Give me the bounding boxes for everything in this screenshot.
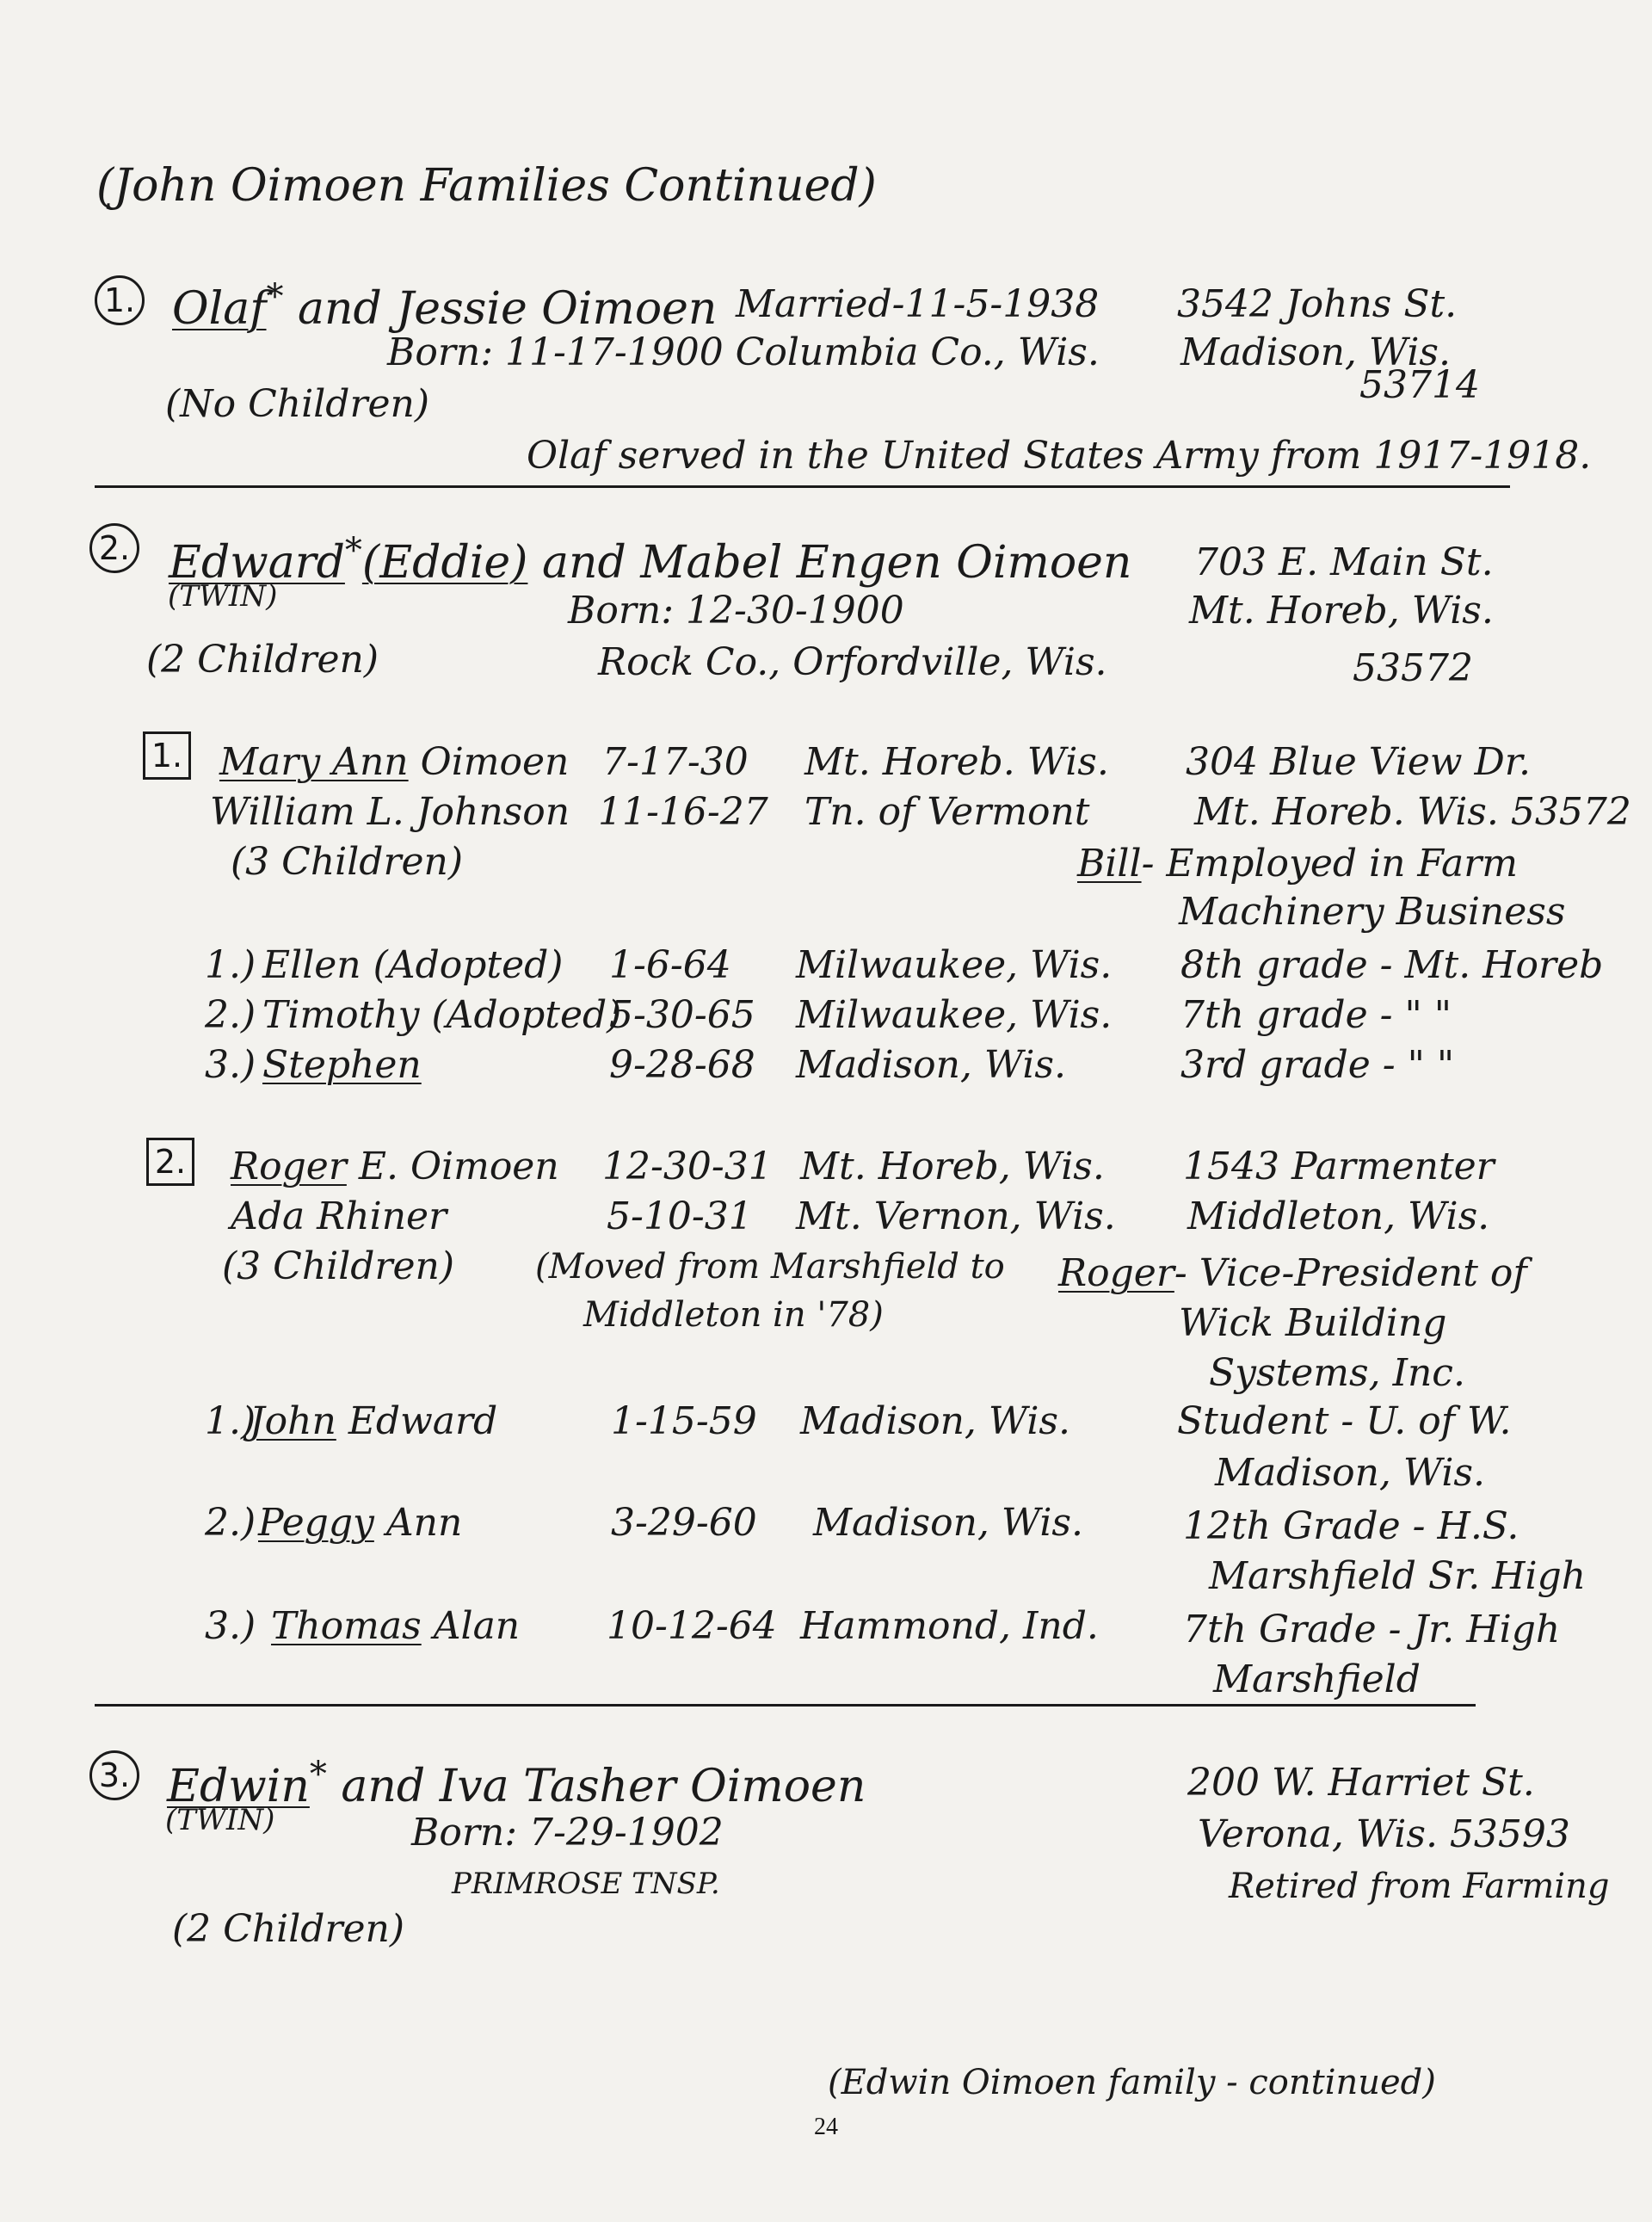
grandchild-2-1-info-line-1: Student - U. of W. — [1177, 1399, 1512, 1443]
section-2-address-line-3: 53572 — [1353, 646, 1473, 690]
child-1-occupation — [1077, 842, 1518, 886]
child-1-birthplace: Mt. Horeb. Wis. — [804, 740, 1109, 784]
child-2-occupation-line-1: - Vice-President of — [1174, 1251, 1527, 1295]
section-3-name-rest: and Iva Tasher Oimoen — [341, 1761, 866, 1812]
section-2-address-line-2: Mt. Horeb, Wis. — [1189, 589, 1494, 633]
section-number-3: 3. — [89, 1750, 139, 1800]
section-divider — [95, 1704, 1476, 1707]
child-2-surname: E. Oimoen — [358, 1145, 559, 1188]
child-number-box-2: 2. — [146, 1138, 194, 1186]
child-2-occupation — [1058, 1251, 1527, 1295]
child-2-spouse-birthplace: Mt. Vernon, Wis. — [796, 1194, 1116, 1238]
child-2-spouse: Ada Rhiner — [231, 1194, 447, 1238]
grandchild-2-3-number: 3.) — [205, 1604, 256, 1648]
child-2-address-line-2: Middleton, Wis. — [1187, 1194, 1490, 1238]
grandchild-2-2-name — [258, 1501, 463, 1545]
grandchild-2-2-info-line-2: Marshfield Sr. High — [1209, 1554, 1587, 1598]
child-2-moved-note-line-1: (Moved from Marshfield to — [535, 1247, 1005, 1287]
grandchild-1-1-birthdate: 1-6-64 — [609, 943, 731, 987]
section-1-couple — [172, 277, 718, 335]
grandchild-1-2-number: 2.) — [205, 993, 256, 1037]
child-1-name — [219, 740, 570, 784]
grandchild-1-2-birthplace: Milwaukee, Wis. — [796, 993, 1113, 1037]
continued-note: (Edwin Oimoen family - continued) — [828, 2063, 1436, 2102]
grandchild-2-2-number: 2.) — [205, 1501, 256, 1545]
section-3-born: Born: 7-29-1902 — [411, 1811, 724, 1855]
section-2-address-line-1: 703 E. Main St. — [1194, 540, 1494, 584]
child-2-birthdate: 12-30-31 — [602, 1145, 773, 1188]
section-3-children: (2 Children) — [172, 1907, 405, 1951]
grandchild-2-3-name — [271, 1604, 521, 1648]
grandchild-1-2-birthdate: 5-30-65 — [609, 993, 755, 1037]
child-1-address-line-2: Mt. Horeb. Wis. 53572 — [1194, 790, 1631, 834]
section-2-birthplace: Rock Co., Orfordville, Wis. — [598, 640, 1107, 684]
grandchild-1-3-birthplace: Madison, Wis. — [796, 1043, 1066, 1087]
grandchild-1-1-name: Ellen (Adopted) — [262, 943, 564, 987]
section-3-address-line-2: Verona, Wis. 53593 — [1198, 1812, 1570, 1856]
grandchild-2-2-middle-name: Ann — [385, 1501, 463, 1545]
child-2-occupation-line-3: Systems, Inc. — [1209, 1351, 1465, 1395]
grandchild-1-1-birthplace: Milwaukee, Wis. — [796, 943, 1113, 987]
child-1-spouse-birthdate: 11-16-27 — [598, 790, 768, 834]
section-3-address-line-3: Retired from Farming — [1229, 1867, 1610, 1906]
grandchild-2-1-birthdate: 1-15-59 — [611, 1399, 757, 1443]
section-1-address-line-3: 53714 — [1359, 363, 1480, 407]
twin-star-mark: * — [266, 277, 284, 317]
grandchild-2-1-middle-name: Edward — [348, 1399, 498, 1443]
child-1-occupation-line-2: Machinery Business — [1179, 890, 1566, 934]
grandchild-1-3-name: Stephen — [262, 1043, 422, 1087]
grandchild-2-1-first-name: John — [250, 1399, 336, 1443]
grandchild-2-1-name — [250, 1399, 498, 1443]
section-3-address-line-1: 200 W. Harriet St. — [1187, 1761, 1535, 1805]
child-2-occupation-line-2: Wick Building — [1179, 1301, 1447, 1345]
grandchild-2-3-first-name: Thomas — [271, 1604, 422, 1648]
section-1-note: Olaf served in the United States Army from 1917-1918. — [527, 434, 1592, 478]
grandchild-1-1-number: 1.) — [205, 943, 256, 987]
grandchild-1-2-school: 7th grade - " " — [1180, 993, 1452, 1037]
section-number-1: 1. — [95, 275, 145, 325]
grandchild-2-3-birthdate: 10-12-64 — [607, 1604, 777, 1648]
section-1-address-line-2: Madison, Wis. — [1180, 330, 1451, 374]
child-2-first-name: Roger — [231, 1145, 347, 1188]
grandchild-2-3-info-line-2: Marshfield — [1213, 1657, 1421, 1701]
child-1-children: (3 Children) — [231, 840, 464, 884]
section-2-nickname: (Eddie) — [361, 537, 528, 589]
grandchild-2-1-info-line-2: Madison, Wis. — [1215, 1451, 1485, 1495]
section-3-twin-label: (TWIN) — [165, 1803, 275, 1837]
child-1-spouse-birthplace: Tn. of Vermont — [804, 790, 1090, 834]
page-number: 24 — [814, 2114, 838, 2140]
section-3-name-primary: Edwin — [167, 1761, 310, 1812]
child-number-box-1: 1. — [143, 731, 191, 780]
section-1-married: Married-11-5-1938 — [736, 282, 1100, 326]
section-3-couple — [167, 1755, 866, 1812]
child-1-occupation-label: Bill — [1077, 842, 1142, 886]
page-header: (John Oimoen Families Continued) — [96, 160, 877, 212]
child-1-occupation-line-1: - Employed in Farm — [1141, 842, 1518, 886]
section-2-name-primary: Edward — [169, 537, 345, 589]
grandchild-2-3-middle-name: Alan — [433, 1604, 521, 1648]
grandchild-2-3-info-line-1: 7th Grade - Jr. High — [1183, 1608, 1561, 1651]
section-divider — [95, 485, 1510, 488]
section-3-birthplace: PRIMROSE TNSP. — [452, 1867, 720, 1901]
section-2-children: (2 Children) — [146, 638, 379, 682]
grandchild-2-2-first-name: Peggy — [258, 1501, 374, 1545]
grandchild-1-1-school: 8th grade - Mt. Horeb — [1180, 943, 1604, 987]
grandchild-2-2-info-line-1: 12th Grade - H.S. — [1183, 1504, 1519, 1548]
grandchild-2-1-number: 1.) — [205, 1399, 256, 1443]
grandchild-2-2-birthplace: Madison, Wis. — [813, 1501, 1083, 1545]
child-2-occupation-label: Roger — [1058, 1251, 1174, 1295]
child-1-spouse: William L. Johnson — [210, 790, 570, 834]
section-1-address-line-1: 3542 Johns St. — [1177, 282, 1458, 326]
child-2-birthplace: Mt. Horeb, Wis. — [800, 1145, 1105, 1188]
grandchild-1-3-number: 3.) — [205, 1043, 256, 1087]
section-1-children: (No Children) — [165, 382, 430, 426]
section-1-name-primary: Olaf — [172, 283, 267, 335]
twin-star-mark: * — [309, 1755, 327, 1794]
child-1-surname: Oimoen — [420, 740, 570, 784]
child-1-address-line-1: 304 Blue View Dr. — [1186, 740, 1531, 784]
grandchild-2-1-birthplace: Madison, Wis. — [800, 1399, 1070, 1443]
section-2-couple — [169, 531, 1132, 589]
child-2-name — [231, 1145, 559, 1188]
section-1-born: Born: 11-17-1900 Columbia Co., Wis. — [387, 330, 1100, 374]
child-2-spouse-birthdate: 5-10-31 — [607, 1194, 753, 1238]
child-1-first-name: Mary Ann — [219, 740, 409, 784]
grandchild-1-2-name: Timothy (Adopted) — [262, 993, 622, 1037]
section-1-name-rest: and Jessie Oimoen — [298, 283, 718, 335]
section-2-name-rest: and Mabel Engen Oimoen — [541, 537, 1132, 589]
twin-star-mark: * — [344, 531, 362, 571]
section-2-born: Born: 12-30-1900 — [568, 589, 904, 633]
grandchild-2-2-birthdate: 3-29-60 — [611, 1501, 757, 1545]
grandchild-2-3-birthplace: Hammond, Ind. — [800, 1604, 1099, 1648]
section-number-2: 2. — [89, 523, 139, 573]
grandchild-1-3-birthdate: 9-28-68 — [609, 1043, 755, 1087]
child-1-birthdate: 7-17-30 — [602, 740, 749, 784]
child-2-children: (3 Children) — [222, 1244, 455, 1288]
grandchild-1-3-school: 3rd grade - " " — [1180, 1043, 1455, 1087]
section-2-twin-label: (TWIN) — [168, 579, 278, 614]
child-2-address-line-1: 1543 Parmenter — [1183, 1145, 1495, 1188]
child-2-moved-note-line-2: Middleton in '78) — [583, 1295, 884, 1335]
